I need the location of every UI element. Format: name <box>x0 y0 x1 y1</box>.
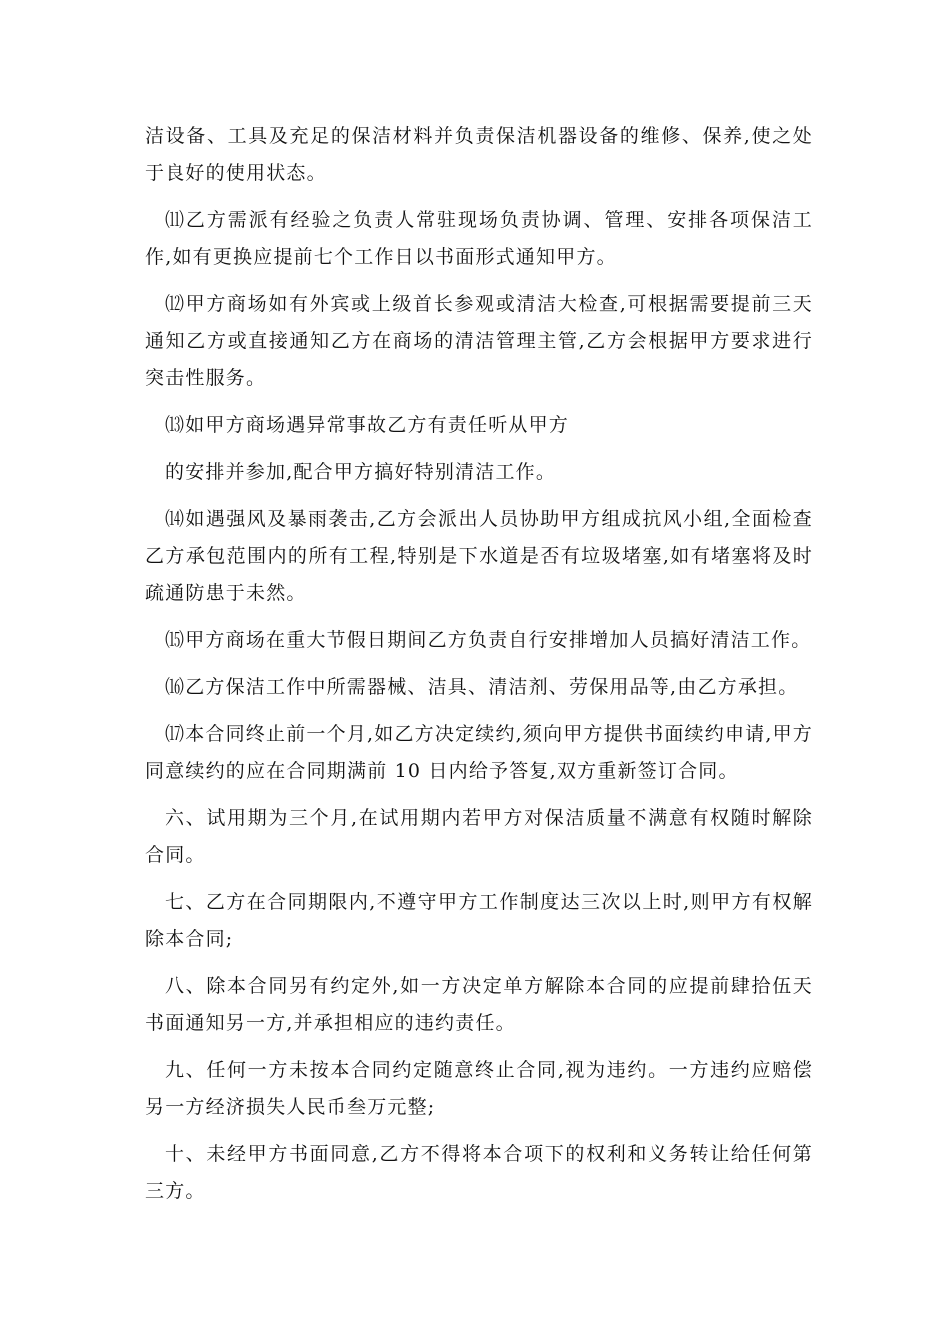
article-6: 六、试用期为三个月,在试用期内若甲方对保洁质量不满意有权随时解除合同。 <box>145 807 813 866</box>
clause-12: ⑿甲方商场如有外宾或上级首长参观或清洁大检查,可根据需要提前三天通知乙方或直接通知乙方在商场的清洁管理主管,乙方会根据甲方要求进行突击性服务。 <box>145 293 813 389</box>
document-body <box>145 118 813 1220</box>
article-8: 八、除本合同另有约定外,如一方决定单方解除本合同的应提前肆拾伍天书面通知另一方,并承担相应的违约责任。 <box>145 975 813 1034</box>
clause-14: ⒁如遇强风及暴雨袭击,乙方会派出人员协助甲方组成抗风小组,全面检查乙方承包范围内的所有工程,特别是下水道是否有垃圾堵塞,如有堵塞将及时疏通防患于未然。 <box>145 508 813 604</box>
article-7: 七、乙方在合同期限内,不遵守甲方工作制度达三次以上时,则甲方有权解除本合同; <box>145 891 813 950</box>
clause-13-continued: 的安排并参加,配合甲方搞好特别清洁工作。 <box>165 461 557 483</box>
clause-16: ⒃乙方保洁工作中所需器械、洁具、清洁剂、劳保用品等,由乙方承担。 <box>165 676 799 698</box>
clause-17: ⒄本合同终止前一个月,如乙方决定续约,须向甲方提供书面续约申请,甲方同意续约的应在合同期满前 10 日内给予答复,双方重新签订合同。 <box>145 723 813 782</box>
article-9: 九、任何一方未按本合同约定随意终止合同,视为违约。一方违约应赔偿另一方经济损失人民币叁万元整; <box>145 1059 813 1118</box>
clause-15: ⒂甲方商场在重大节假日期间乙方负责自行安排增加人员搞好清洁工作。 <box>165 629 812 651</box>
article-10: 十、未经甲方书面同意,乙方不得将本合项下的权利和义务转让给任何第三方。 <box>145 1143 813 1202</box>
paragraph-continued: 洁设备、工具及充足的保洁材料并负责保洁机器设备的维修、保养,使之处于良好的使用状态。 <box>145 125 813 184</box>
clause-13: ⒀如甲方商场遇异常事故乙方有责任听从甲方 <box>165 414 570 436</box>
clause-11: ⑾乙方需派有经验之负责人常驻现场负责协调、管理、安排各项保洁工作,如有更换应提前七个工作日以书面形式通知甲方。 <box>145 209 813 268</box>
